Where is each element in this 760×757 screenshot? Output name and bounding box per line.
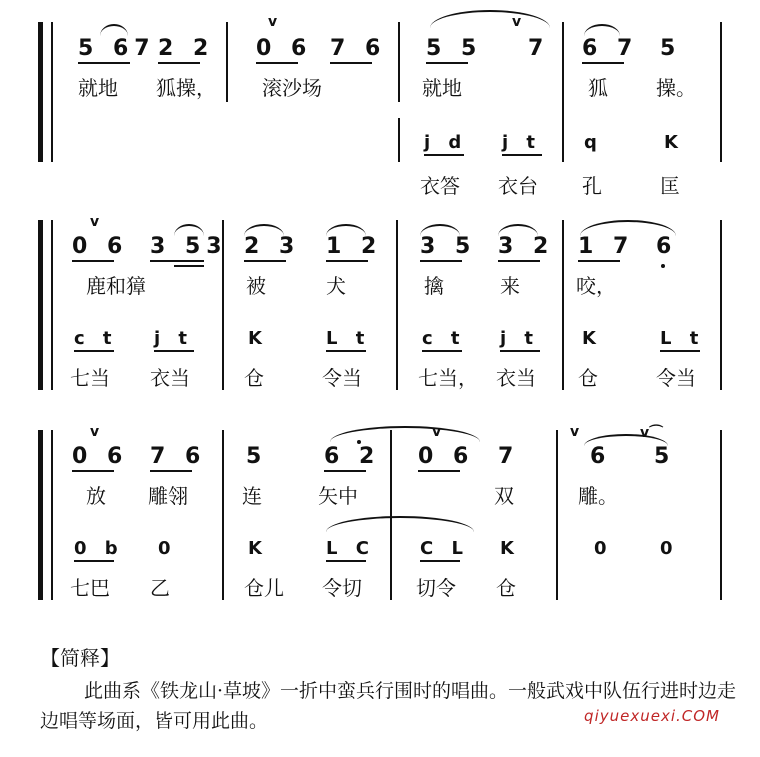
underline	[330, 62, 372, 64]
breath-mark: v	[268, 14, 278, 30]
vocal-note: 6	[590, 444, 612, 469]
percussion-syllables: 七巴	[70, 576, 110, 600]
underline	[326, 560, 366, 562]
barline	[390, 430, 392, 600]
underline	[324, 470, 366, 472]
breath-mark: v	[432, 424, 442, 440]
percussion-notation: j t	[154, 328, 194, 349]
octave-dot	[661, 264, 665, 268]
barline	[720, 22, 722, 162]
underline	[418, 470, 460, 472]
percussion-notation: K	[500, 538, 520, 559]
underline	[426, 62, 468, 64]
vocal-note: 0 6	[418, 444, 475, 469]
percussion-syllables: 令当	[322, 366, 362, 390]
underline	[326, 350, 366, 352]
percussion-syllables: 孔	[582, 174, 602, 198]
underline	[154, 350, 194, 352]
underline	[420, 560, 460, 562]
percussion-notation: 0	[594, 538, 613, 559]
lyric-text: 矢中	[318, 484, 358, 508]
underline	[244, 260, 286, 262]
slur	[330, 426, 480, 442]
vocal-note: 5	[660, 36, 682, 61]
percussion-syllables: 令切	[322, 576, 362, 600]
barline	[222, 430, 224, 600]
vocal-note: 5	[654, 444, 676, 469]
vocal-note: 1 2	[326, 234, 383, 259]
lyric-text: 鹿和獐	[86, 274, 146, 298]
lyric-text: 狐操，	[156, 76, 216, 100]
vocal-note: 3 5	[420, 234, 477, 259]
breath-mark: v	[90, 424, 100, 440]
vocal-note: 2 3	[244, 234, 301, 259]
vocal-note: 7	[528, 36, 550, 61]
vocal-note: 6 7	[582, 36, 639, 61]
breath-mark: v	[570, 424, 580, 440]
underline	[72, 260, 114, 262]
breath-mark: v	[512, 14, 522, 30]
percussion-syllables: 仓	[496, 576, 516, 600]
percussion-notation: c t	[422, 328, 466, 349]
percussion-syllables: 衣台	[498, 174, 538, 198]
lyric-text: 狐	[588, 76, 608, 100]
underline	[74, 350, 114, 352]
percussion-notation: K	[248, 538, 268, 559]
octave-dot	[357, 440, 361, 444]
barline	[562, 220, 564, 390]
lyric-text: 双	[494, 484, 514, 508]
vocal-note: 5	[246, 444, 268, 469]
percussion-notation: L t	[660, 328, 705, 349]
percussion-syllables: 切令	[416, 576, 456, 600]
barline	[226, 22, 228, 102]
percussion-notation: j t	[500, 328, 540, 349]
percussion-notation: K	[664, 132, 684, 153]
lyric-text: 咬，	[576, 274, 616, 298]
percussion-syllables: 仓儿	[244, 576, 284, 600]
underline	[72, 470, 114, 472]
underline	[498, 260, 540, 262]
vocal-note: 3 53	[150, 234, 228, 259]
percussion-syllables: 仓	[244, 366, 264, 390]
underline	[174, 265, 204, 267]
fermata-mark: v⌒	[640, 425, 664, 441]
lyric-text: 来	[500, 274, 520, 298]
slur	[584, 24, 620, 36]
barline	[720, 430, 722, 600]
underline	[502, 154, 542, 156]
barline	[556, 430, 558, 600]
percussion-notation: j d	[424, 132, 468, 153]
underline	[256, 62, 298, 64]
percussion-notation: C L	[420, 538, 469, 559]
percussion-notation: 0	[660, 538, 679, 559]
vocal-note: 3 2	[498, 234, 555, 259]
vocal-note: 7 6	[330, 36, 387, 61]
breath-mark: v	[90, 214, 100, 230]
vocal-note: 0 6	[72, 444, 129, 469]
vocal-note: 1 7	[578, 234, 635, 259]
vocal-note: 6	[656, 234, 678, 259]
percussion-notation: 0 b	[74, 538, 124, 559]
underline	[150, 260, 204, 262]
lyric-text: 放	[86, 484, 106, 508]
underline	[578, 260, 620, 262]
percussion-syllables: 仓	[578, 366, 598, 390]
percussion-syllables: 七当，	[418, 366, 478, 390]
percussion-syllables: 匡	[660, 174, 680, 198]
percussion-syllables: 七当	[70, 366, 110, 390]
vocal-note: 0 6	[256, 36, 313, 61]
underline	[150, 470, 192, 472]
underline	[422, 350, 462, 352]
percussion-syllables: 衣答	[420, 174, 460, 198]
vocal-note: 6 2	[324, 444, 381, 469]
lyric-text: 雕翎	[148, 484, 188, 508]
lyric-text: 就地	[78, 76, 118, 100]
lyric-text: 滚沙场	[262, 76, 322, 100]
system-bracket	[38, 430, 49, 600]
vocal-note: 2 2	[158, 36, 215, 61]
vocal-note: 7 6	[150, 444, 207, 469]
barline	[720, 220, 722, 390]
vocal-note: 5 5	[426, 36, 483, 61]
percussion-notation: K	[582, 328, 602, 349]
percussion-notation: K	[248, 328, 268, 349]
percussion-syllables: 乙	[150, 576, 170, 600]
percussion-notation: 0	[158, 538, 177, 559]
watermark: qiyuexuexi.COM	[584, 707, 720, 725]
percussion-notation: q	[584, 132, 603, 153]
underline	[660, 350, 700, 352]
lyric-text: 擒	[424, 274, 444, 298]
vocal-note: 0 6	[72, 234, 129, 259]
lyric-text: 连	[242, 484, 262, 508]
underline	[420, 260, 462, 262]
underline	[158, 62, 200, 64]
percussion-syllables: 衣当	[496, 366, 536, 390]
barline	[398, 22, 400, 102]
barline	[562, 22, 564, 162]
annotation-heading: 【简释】	[40, 646, 120, 670]
system-bracket	[38, 22, 49, 162]
percussion-notation: c t	[74, 328, 118, 349]
lyric-text: 犬	[326, 274, 346, 298]
percussion-syllables: 令当	[656, 366, 696, 390]
lyric-text: 雕。	[578, 484, 618, 508]
percussion-syllables: 衣当	[150, 366, 190, 390]
annotation-body: 此曲系《铁龙山·草坡》一折中蛮兵行围时的唱曲。一般武戏中队伍行进时边走边唱等场面，皆可用此曲。	[40, 680, 737, 732]
underline	[582, 62, 624, 64]
system-bracket	[38, 220, 49, 390]
lyric-text: 就地	[422, 76, 462, 100]
percussion-notation: L C	[326, 538, 375, 559]
slur	[430, 10, 550, 28]
lyric-text: 被	[246, 274, 266, 298]
slur	[100, 24, 128, 36]
underline	[78, 62, 130, 64]
underline	[74, 560, 114, 562]
vocal-note: 7	[498, 444, 520, 469]
barline	[396, 220, 398, 390]
underline	[424, 154, 464, 156]
slur	[326, 516, 474, 532]
underline	[500, 350, 540, 352]
percussion-notation: j t	[502, 132, 542, 153]
barline	[398, 118, 400, 162]
percussion-notation: L t	[326, 328, 371, 349]
vocal-note: 5 67	[78, 36, 156, 61]
lyric-text: 操。	[656, 76, 696, 100]
underline	[326, 260, 368, 262]
